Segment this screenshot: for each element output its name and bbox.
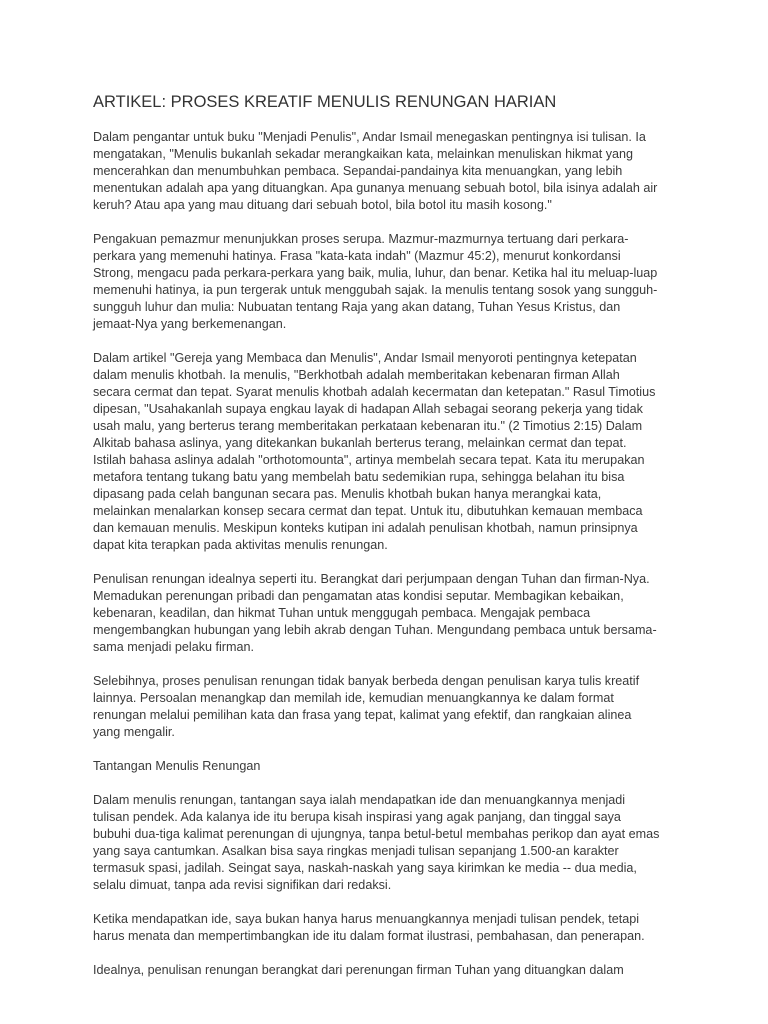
article-title: ARTIKEL: PROSES KREATIF MENULIS RENUNGAN HARIAN <box>93 93 557 111</box>
section-heading <box>93 758 683 775</box>
text-line: dan kemauan menulis. Meskipun konteks kutipan ini adalah penulisan khotbah, namun prinsipnya <box>93 521 638 535</box>
text-line: dipesan, "Usahakanlah supaya engkau layak di hadapan Allah sebagai seorang pekerja yang tidak <box>93 402 643 416</box>
text-line: yang saya cantumkan. Asalkan bisa saya ringkas menjadi tulisan sepanjang 1.500-an karakter <box>93 844 619 858</box>
text-line: Pengakuan pemazmur menunjukkan proses serupa. Mazmur-mazmurnya tertuang dari perkara- <box>93 232 629 246</box>
paragraph-5 <box>93 673 683 741</box>
text-line: mengatakan, "Menulis bukanlah sekadar merangkaikan kata, melainkan menuliskan hikmat yang <box>93 147 634 161</box>
text-line: usah malu, yang berterus terang memberitakan perkataan kebenaran itu." (2 Timotius 2:15) Dalam <box>93 419 643 433</box>
text-line: Selebihnya, proses penulisan renungan tidak banyak berbeda dengan penulisan karya tulis kreatif <box>93 674 640 688</box>
text-line: Ketika mendapatkan ide, saya bukan hanya harus menuangkannya menjadi tulisan pendek, tetapi <box>93 912 640 926</box>
text-line: metafora tentang tukang batu yang membelah batu sedemikian rupa, sehingga belahan itu bisa <box>93 470 625 484</box>
text-line: tulisan pendek. Ada kalanya ide itu berupa kisah inspirasi yang agak panjang, dan tinggal saya <box>93 810 621 824</box>
text-line: dapat kita terapkan pada aktivitas menulis renungan. <box>93 538 388 552</box>
text-line: Strong, mengacu pada perkara-perkara yang baik, mulia, luhur, dan benar. Ketika hal itu meluap-luap <box>93 266 658 280</box>
text-line: Penulisan renungan idealnya seperti itu. Berangkat dari perjumpaan dengan Tuhan dan firman-Nya. <box>93 572 650 586</box>
text-line: bubuhi dua-tiga kalimat perenungan di ujungnya, tanpa betul-betul membahas perikop dan ayat emas <box>93 827 660 841</box>
text-line: Dalam pengantar untuk buku "Menjadi Penulis", Andar Ismail menegaskan pentingnya isi tulisan. Ia <box>93 130 646 144</box>
text-line: mencerahkan dan menumbuhkan pembaca. Sepandai-pandainya kita menuangkan, yang lebih <box>93 164 623 178</box>
text-line: mengembangkan hubungan yang lebih akrab dengan Tuhan. Mengundang pembaca untuk bersama- <box>93 623 657 637</box>
text-line: termasuk spasi, jadilah. Seingat saya, naskah-naskah yang saya kirimkan ke media -- dua media, <box>93 861 637 875</box>
text-line: jemaat-Nya yang berkemenangan. <box>93 317 287 331</box>
paragraph-7 <box>93 911 683 945</box>
paragraph-6 <box>93 792 683 894</box>
text-line: keruh? Atau apa yang mau dituang dari sebuah botol, bila botol itu masih kosong." <box>93 198 552 212</box>
paragraph-2 <box>93 231 683 333</box>
paragraph-8 <box>93 962 683 979</box>
text-line: sungguh luhur dan mulia: Nubuatan tentang Raja yang akan datang, Tuhan Yesus Kristus, dan <box>93 300 621 314</box>
text-line: Alkitab bahasa aslinya, yang ditekankan bukanlah berterus terang, melainkan cermat dan tepat. <box>93 436 627 450</box>
text-line: secara cermat dan tepat. Syarat menulis khotbah adalah kecermatan dan ketepatan." Rasul Timotius <box>93 385 656 399</box>
text-line: dalam menulis khotbah. Ia menulis, "Berkhotbah adalah memberitakan kebenaran firman Allah <box>93 368 620 382</box>
text-line: Dalam artikel "Gereja yang Membaca dan Menulis", Andar Ismail menyoroti pentingnya ketepatan <box>93 351 637 365</box>
text-line: Memadukan perenungan pribadi dan pengamatan atas kondisi seputar. Membagikan kebaikan, <box>93 589 624 603</box>
paragraph-1 <box>93 129 683 214</box>
text-line: lainnya. Persoalan menangkap dan memilah ide, kemudian menuangkannya ke dalam format <box>93 691 614 705</box>
text-line: dipasang pada celah bangunan secara pas. Menulis khotbah bukan hanya merangkai kata, <box>93 487 602 501</box>
text-line: perkara yang memenuhi hatinya. Frasa "kata-kata indah" (Mazmur 45:2), menurut konkordansi <box>93 249 621 263</box>
text-line: harus menata dan mempertimbangkan ide itu dalam format ilustrasi, pembahasan, dan penerapan. <box>93 929 645 943</box>
document-page <box>93 92 683 996</box>
text-line: yang mengalir. <box>93 725 175 739</box>
text-line: Dalam menulis renungan, tantangan saya ialah mendapatkan ide dan menuangkannya menjadi <box>93 793 626 807</box>
text-line: sama menjadi pelaku firman. <box>93 640 254 654</box>
paragraph-3 <box>93 350 683 554</box>
text-line: Istilah bahasa aslinya adalah "orthotomounta", artinya membelah secara tepat. Kata itu merupakan <box>93 453 645 467</box>
text-line: kebenaran, keadilan, dan hikmat Tuhan untuk menggugah pembaca. Mengajak pembaca <box>93 606 591 620</box>
text-line: memenuhi hatinya, ia pun tergerak untuk menggubah sajak. Ia menulis tentang sosok yang sungguh- <box>93 283 658 297</box>
paragraph-4 <box>93 571 683 656</box>
text-line: Tantangan Menulis Renungan <box>93 759 261 773</box>
text-line: renungan melalui pemilihan kata dan frasa yang tepat, kalimat yang efektif, dan rangkaian alinea <box>93 708 632 722</box>
text-line: melainkan menalarkan konsep secara cermat dan tepat. Untuk itu, dibutuhkan kemauan membaca <box>93 504 643 518</box>
text-line: menentukan adalah apa yang dituangkan. Apa gunanya menuang sebuah botol, bila isinya adalah air <box>93 181 658 195</box>
text-line: Idealnya, penulisan renungan berangkat dari perenungan firman Tuhan yang dituangkan dalam <box>93 963 624 977</box>
text-line: selalu dimuat, tanpa ada revisi signifikan dari redaksi. <box>93 878 392 892</box>
